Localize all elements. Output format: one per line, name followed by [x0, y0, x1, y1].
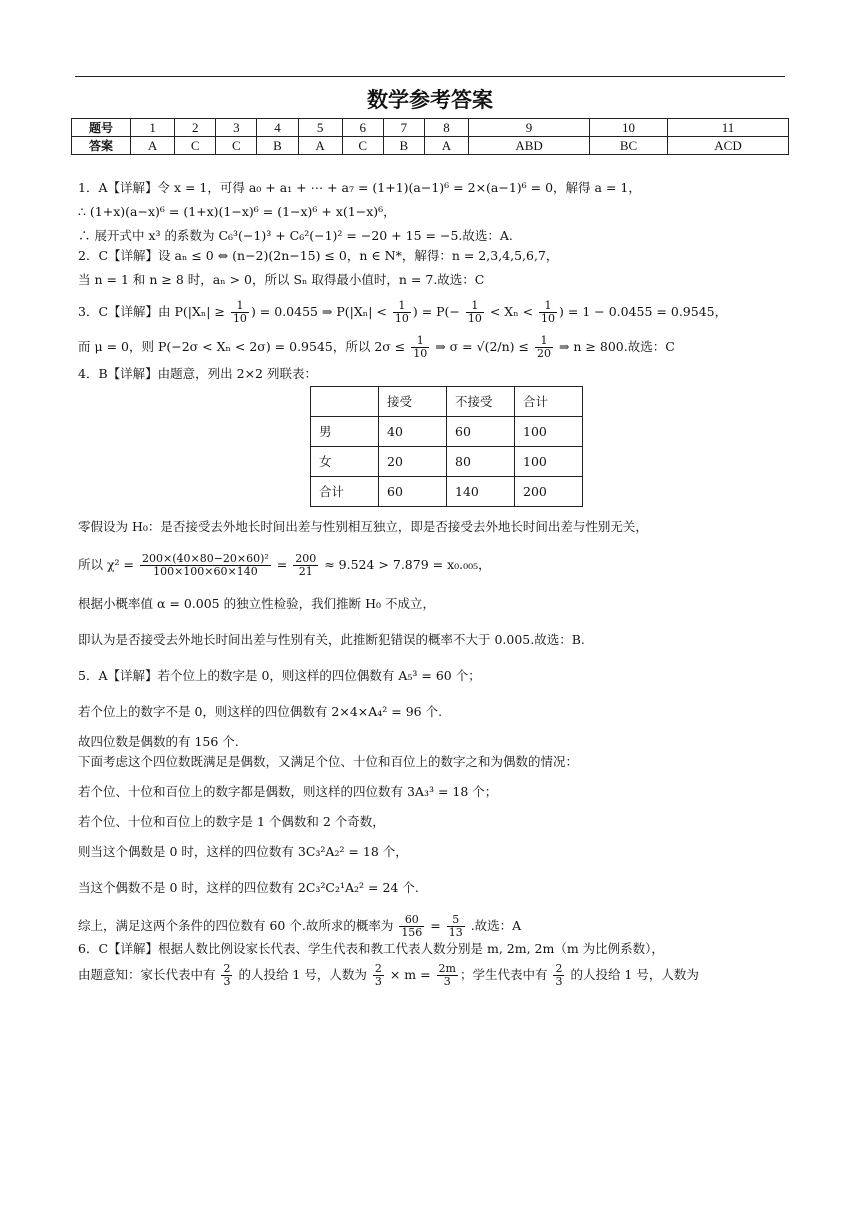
answer-table-answer-row — [72, 137, 789, 155]
q6-line-2 — [78, 963, 778, 988]
q6-line-1: 6．C【详解】根据人数比例设家长代表、学生代表和教工代表人数分别是 m, 2m, 2m（m 为比例系数）， — [78, 941, 664, 956]
answer-cell: C — [216, 137, 257, 155]
table-cell: 40 — [379, 417, 447, 447]
fraction-denominator: 21 — [298, 565, 313, 578]
question-number-cell: 3 — [216, 119, 257, 137]
question-number-cell: 8 — [424, 119, 468, 137]
q5-line-7: 则当这个偶数是 0 时，这样的四位数有 3C₃²A₂² = 18 个， — [78, 844, 408, 859]
q5-text: 综上，满足这两个条件的四位数有 60 个.故所求的概率为 — [78, 918, 398, 933]
fraction — [399, 914, 424, 939]
q4-line-2 — [78, 553, 778, 578]
fraction-numerator: 1 — [535, 335, 553, 348]
answer-cell: B — [257, 137, 298, 155]
q6-text: 的人投给 1 号，人数为 — [566, 967, 699, 982]
q3-text: ⇒ σ = √(2/n) ≤ — [431, 339, 533, 354]
q5-line-2: 若个位上的数字不是 0，则这样的四位偶数有 2×4×A₄² = 96 个. — [78, 704, 443, 719]
q5-line-5: 若个位、十位和百位上的数字都是偶数，则这样的四位数有 3A₃³ = 18 个； — [78, 784, 498, 799]
table-cell: 合计 — [515, 387, 583, 417]
page-title: 数学参考答案 — [367, 88, 493, 112]
q3-text: ) = 1 − 0.0455 = 0.9545， — [559, 304, 728, 319]
fraction — [393, 300, 411, 325]
fraction-denominator: 156 — [401, 926, 423, 939]
q3-text: 3．C【详解】由 P(|Xₙ| ≥ — [78, 304, 229, 319]
question-number-cell: 4 — [257, 119, 298, 137]
question-number-cell: 11 — [667, 119, 788, 137]
question-number-cell: 9 — [469, 119, 590, 137]
fraction — [539, 300, 557, 325]
q5-line-8: 当这个偶数不是 0 时，这样的四位数有 2C₃²C₂¹A₂² = 24 个. — [78, 880, 419, 895]
solutions-body — [78, 178, 778, 988]
q1-line-1: 1．A【详解】令 x = 1，可得 a₀ + a₁ + ⋯ + a₇ = (1+1)(a−1)⁶ = 2×(a−1)⁶ = 0，解得 a = 1， — [78, 180, 641, 195]
q4-intro: 4．B【详解】由题意，列出 2×2 列联表： — [78, 366, 317, 381]
q2-line-2: 当 n = 1 和 n ≥ 8 时，aₙ > 0，所以 Sₙ 取得最小值时，n = 7.故选：C — [78, 272, 485, 287]
q6-text: 的人投给 1 号，人数为 — [234, 967, 371, 982]
table-row — [311, 417, 583, 447]
fraction — [140, 553, 271, 578]
answer-cell: A — [424, 137, 468, 155]
fraction-denominator: 100×100×60×140 — [153, 565, 258, 578]
row-header-answer: 答案 — [72, 137, 131, 155]
question-number-cell: 7 — [383, 119, 424, 137]
q1-line-2: ∴ (1+x)(a−x)⁶ = (1+x)(1−x)⁶ = (1−x)⁶ + x(1−x)⁶， — [78, 204, 396, 219]
table-cell: 100 — [515, 417, 583, 447]
fraction — [411, 335, 429, 360]
q4-line-4: 即认为是否接受去外地长时间出差与性别有关，此推断犯错误的概率不大于 0.005.故选：B. — [78, 632, 585, 647]
fraction-denominator: 10 — [232, 312, 247, 325]
question-number-cell: 5 — [298, 119, 342, 137]
q1-line-3: ∴ 展开式中 x³ 的系数为 C₆³(−1)³ + C₆²(−1)² = −20 + 15 = −5.故选：A. — [78, 228, 513, 243]
header-rule — [75, 76, 785, 77]
table-cell: 合计 — [311, 477, 379, 507]
fraction-denominator: 3 — [223, 975, 231, 988]
contingency-header-row — [311, 387, 583, 417]
answer-cell: C — [175, 137, 216, 155]
question-number-cell: 2 — [175, 119, 216, 137]
answer-key-table — [71, 118, 789, 155]
q5-text: = — [426, 918, 445, 933]
row-header-number: 题号 — [72, 119, 131, 137]
q3-text: 而 μ = 0，则 P(−2σ < Xₙ < 2σ) = 0.9545，所以 2σ ≤ — [78, 339, 410, 354]
fraction-denominator: 13 — [448, 926, 463, 939]
table-cell: 200 — [515, 477, 583, 507]
q4-text: 所以 χ² = — [78, 557, 138, 572]
q3-text: ) = P(− — [412, 304, 464, 319]
table-cell: 不接受 — [447, 387, 515, 417]
fraction — [221, 963, 232, 988]
answer-cell: BC — [590, 137, 668, 155]
fraction-numerator: 2 — [374, 962, 382, 975]
fraction — [373, 963, 384, 988]
question-number-cell: 6 — [342, 119, 383, 137]
table-cell: 20 — [379, 447, 447, 477]
table-cell: 60 — [379, 477, 447, 507]
fraction-denominator: 10 — [413, 347, 428, 360]
table-cell: 女 — [311, 447, 379, 477]
q2-line-1: 2．C【详解】设 aₙ ≤ 0 ⇔ (n−2)(2n−15) ≤ 0，n ∈ N*，解得：n = 2,3,4,5,6,7， — [78, 248, 559, 263]
answer-table-number-row — [72, 119, 789, 137]
question-number-cell: 10 — [590, 119, 668, 137]
answer-cell: A — [131, 137, 175, 155]
table-cell: 80 — [447, 447, 515, 477]
q5-line-1: 5．A【详解】若个位上的数字是 0，则这样的四位偶数有 A₅³ = 60 个； — [78, 668, 481, 683]
q4-text: = — [272, 557, 292, 572]
q4-line-3: 根据小概率值 α = 0.005 的独立性检验，我们推断 H₀ 不成立， — [78, 596, 435, 611]
q5-line-3: 故四位数是偶数的有 156 个. — [78, 734, 239, 749]
table-cell: 140 — [447, 477, 515, 507]
fraction — [553, 963, 564, 988]
table-row — [311, 447, 583, 477]
fraction-numerator: 2 — [555, 962, 563, 975]
q3-text: ) = 0.0455 ⇒ P(|Xₙ| < — [250, 304, 391, 319]
q4-text: ≈ 9.524 > 7.879 = x₀.₀₀₅， — [320, 557, 491, 572]
answer-cell: B — [383, 137, 424, 155]
fraction-denominator: 10 — [467, 312, 482, 325]
fraction-numerator: 1 — [466, 300, 484, 313]
table-cell: 60 — [447, 417, 515, 447]
fraction-denominator: 3 — [443, 975, 451, 988]
table-cell — [311, 387, 379, 417]
q3-text: < Xₙ < — [485, 304, 538, 319]
fraction-numerator: 5 — [447, 914, 465, 927]
q5-line-4: 下面考虑这个四位数既满足是偶数，又满足个位、十位和百位上的数字之和为偶数的情况： — [78, 754, 579, 769]
q6-text: 由题意知：家长代表中有 — [78, 967, 220, 982]
fraction-denominator: 10 — [394, 312, 409, 325]
answer-cell: ACD — [667, 137, 788, 155]
fraction — [466, 300, 484, 325]
contingency-table — [310, 386, 583, 507]
q3-text: ⇒ n ≥ 800.故选：C — [554, 339, 675, 354]
fraction — [231, 300, 249, 325]
table-cell: 接受 — [379, 387, 447, 417]
fraction — [293, 553, 318, 578]
q3-line-2 — [78, 335, 778, 360]
fraction-numerator: 1 — [539, 300, 557, 313]
fraction-denominator: 3 — [555, 975, 563, 988]
q3-line-1 — [78, 300, 778, 325]
fraction-numerator: 1 — [231, 300, 249, 313]
q6-text: × m = — [385, 967, 435, 982]
table-cell: 男 — [311, 417, 379, 447]
q4-line-1: 零假设为 H₀：是否接受去外地长时间出差与性别相互独立，即是否接受去外地长时间出差与性别无关， — [78, 519, 648, 534]
q6-text: ；学生代表中有 — [459, 967, 552, 982]
table-row — [311, 477, 583, 507]
fraction-numerator: 1 — [393, 300, 411, 313]
fraction — [447, 914, 465, 939]
answer-cell: A — [298, 137, 342, 155]
table-cell: 100 — [515, 447, 583, 477]
fraction — [437, 963, 458, 988]
fraction-denominator: 10 — [541, 312, 556, 325]
answer-cell: ABD — [469, 137, 590, 155]
question-number-cell: 1 — [131, 119, 175, 137]
fraction-numerator: 60 — [399, 914, 424, 927]
q5-line-9 — [78, 914, 778, 939]
q5-line-6: 若个位、十位和百位上的数字是 1 个偶数和 2 个奇数， — [78, 814, 385, 829]
fraction-numerator: 1 — [411, 335, 429, 348]
fraction-denominator: 3 — [374, 975, 382, 988]
fraction-denominator: 20 — [536, 347, 551, 360]
fraction-numerator: 200×(40×80−20×60)² — [141, 552, 269, 565]
fraction-numerator: 2m — [438, 962, 456, 975]
fraction-numerator: 2 — [223, 962, 231, 975]
fraction-numerator: 200 — [295, 552, 317, 565]
answer-cell: C — [342, 137, 383, 155]
fraction — [535, 335, 553, 360]
q5-text: .故选：A — [466, 918, 522, 933]
